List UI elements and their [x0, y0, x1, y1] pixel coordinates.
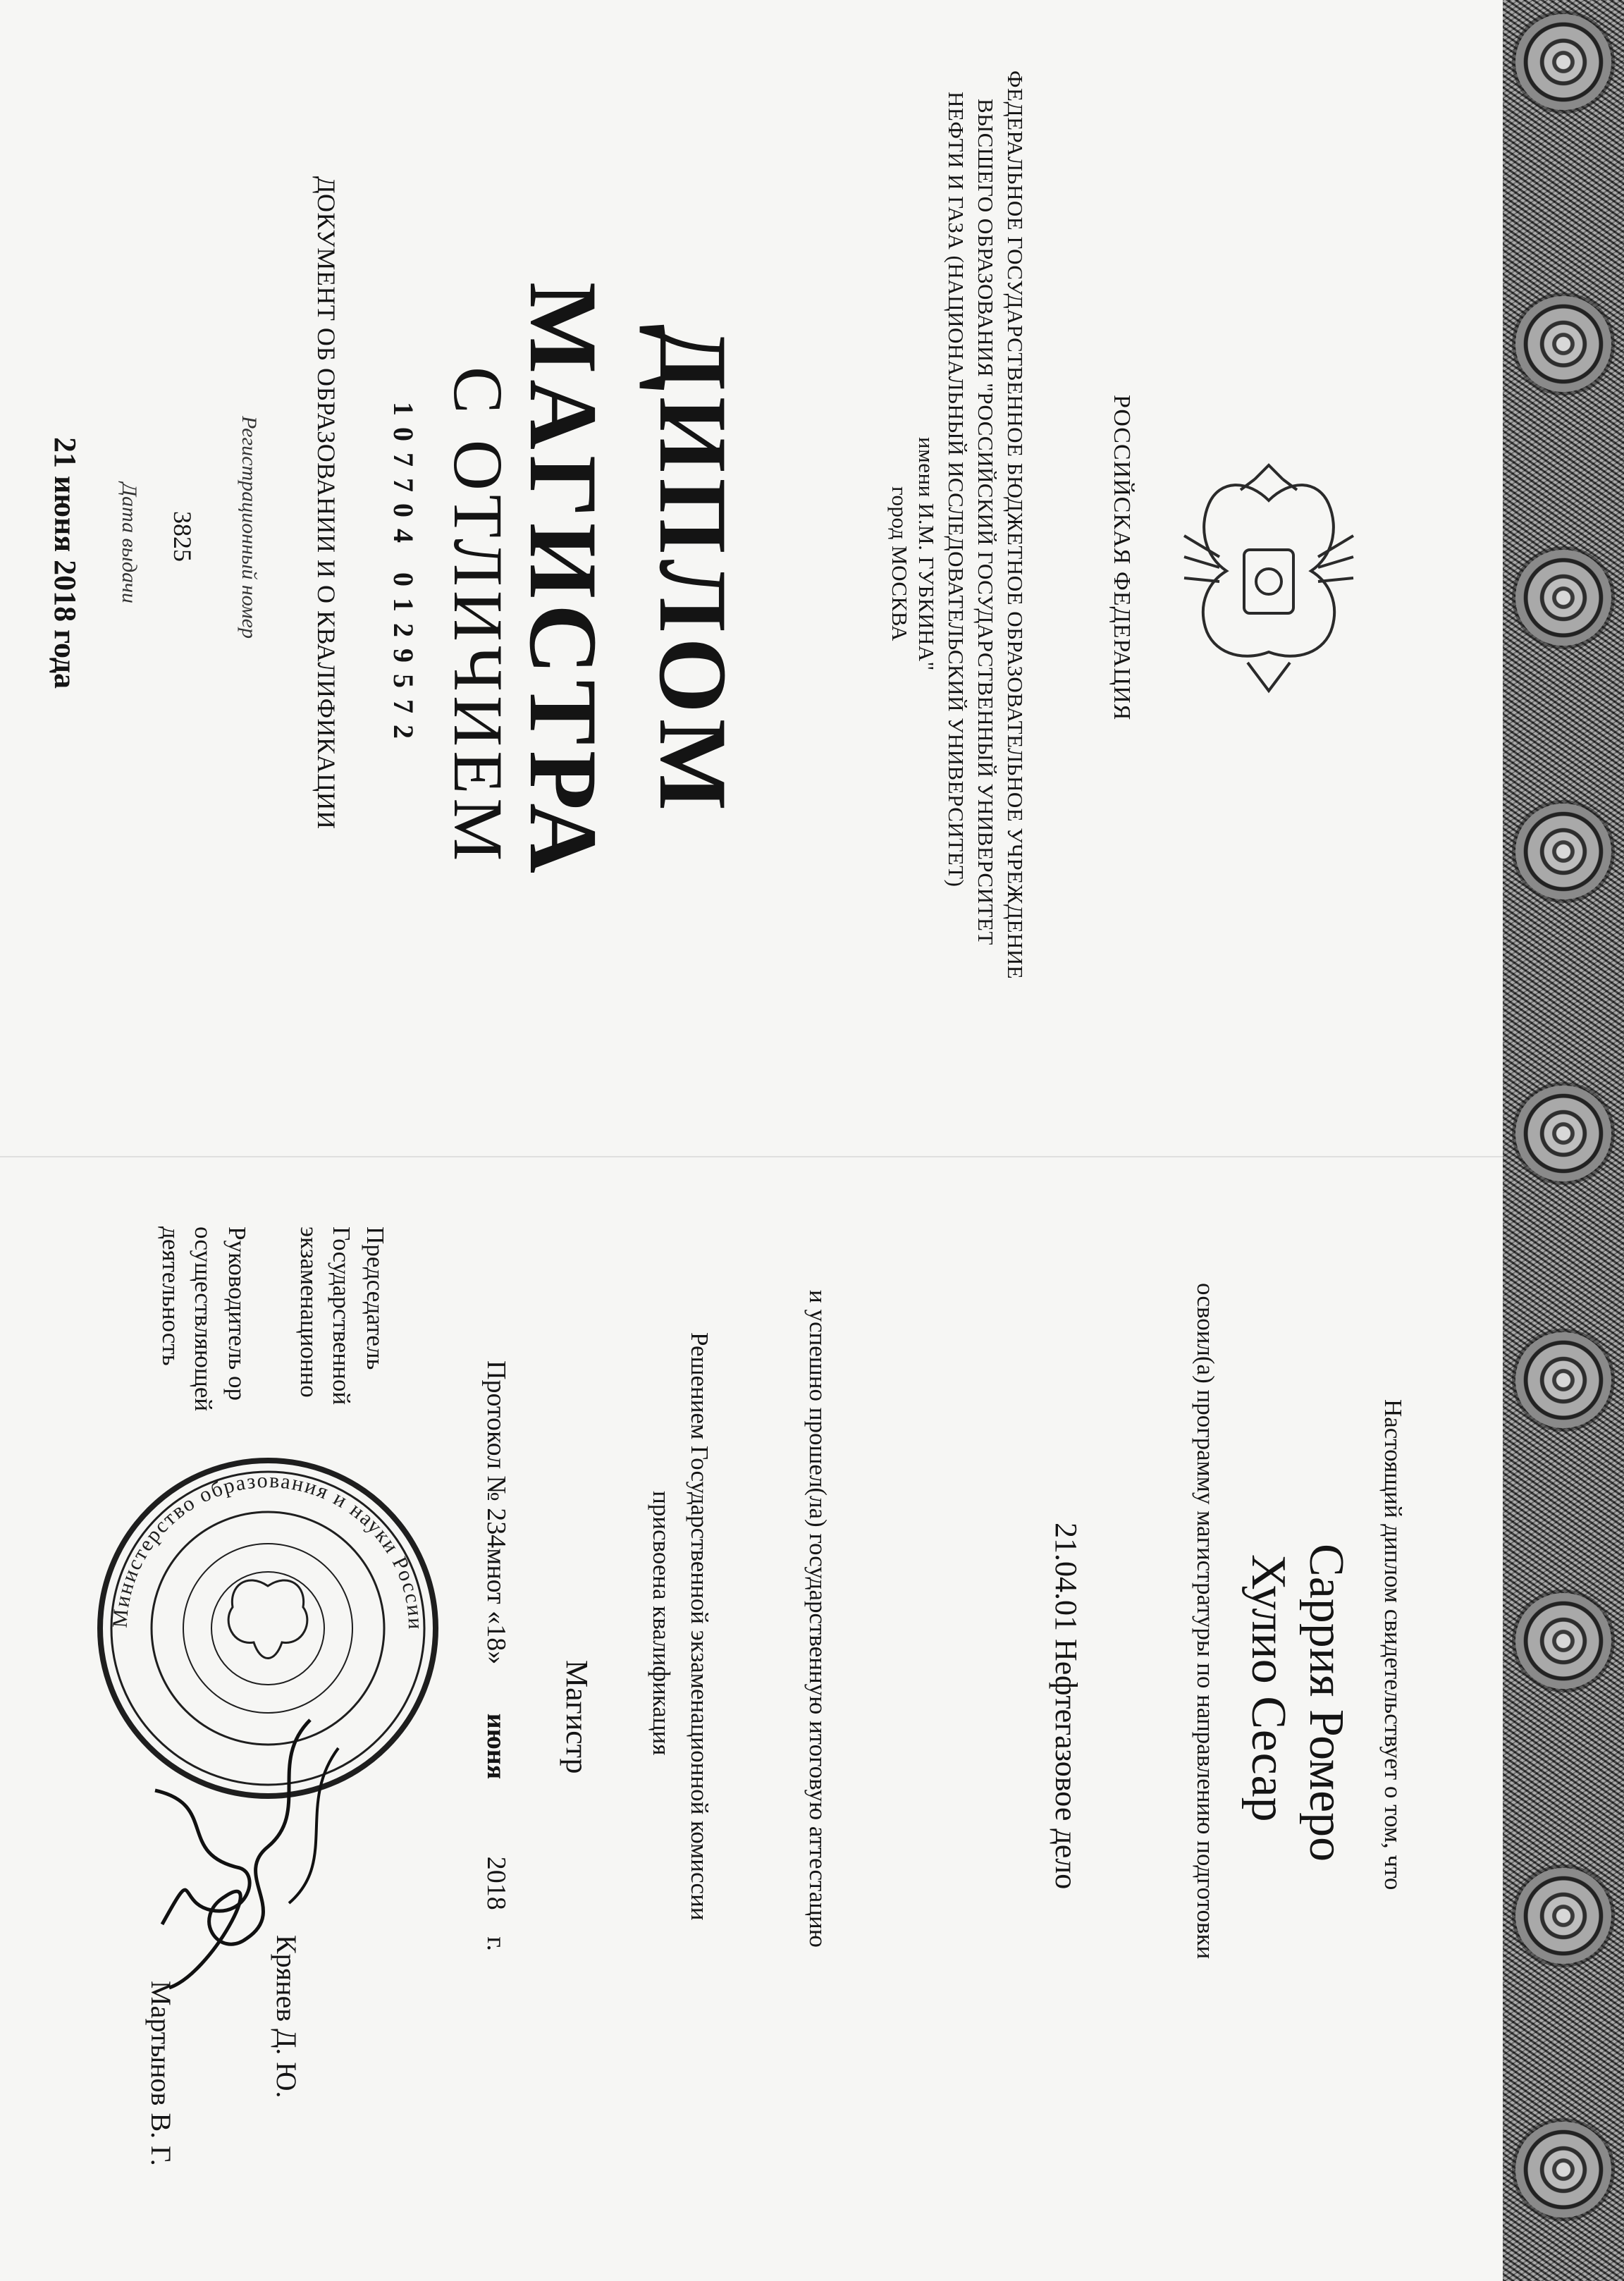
rosette-ornament	[1515, 1086, 1611, 1181]
rosette-ornament	[1515, 14, 1611, 110]
decision-line-2: присвоена квалификация	[648, 1491, 675, 1756]
protocol-day: 18	[481, 1624, 511, 1652]
fold-line	[0, 1156, 1503, 1157]
diploma-title-degree: МАГИСТРА	[510, 282, 617, 880]
rosette-ornament	[1515, 804, 1611, 899]
rosette-ornament	[1515, 296, 1611, 392]
rosette-ornament	[1515, 550, 1611, 646]
rosette-ornament	[1515, 1332, 1611, 1428]
svg-text:Министерство образования и нау	[109, 1469, 428, 1631]
head-signature	[134, 1776, 268, 1938]
rosette-ornament	[1515, 2122, 1611, 2218]
program-line: освоил(а) программу магистратуры по направлению подготовки	[1192, 1283, 1219, 1960]
protocol-year-suffix: г.	[481, 1936, 511, 1951]
graduate-surname: Саррия Ромеро	[1299, 1544, 1353, 1862]
attestation-line: и успешно прошел(ла) государственную итоговую аттестацию	[804, 1290, 832, 1948]
issue-date: 21 июня 2018 года	[48, 437, 82, 689]
rosette-ornament	[1515, 1868, 1611, 1964]
protocol-close: »	[481, 1651, 511, 1665]
qualification: Магистр	[560, 1660, 594, 1774]
specialty: 21.04.01 Нефтегазовое дело	[1049, 1523, 1083, 1890]
institution-line-1: ФЕДЕРАЛЬНОЕ ГОСУДАРСТВЕННОЕ БЮДЖЕТНОЕ ОБРАЗОВАТЕЛЬНОЕ УЧРЕЖДЕНИЕ	[1003, 70, 1028, 980]
protocol-month: июня	[481, 1713, 511, 1780]
registration-number: 3825	[168, 511, 197, 562]
registration-caption: Регистрационный номер	[238, 416, 261, 639]
institution-line-2: ВЫСШЕГО ОБРАЗОВАНИЯ "РОССИЙСКИЙ ГОСУДАРСТВЕННЫЙ УНИВЕРСИТЕТ	[973, 99, 998, 945]
protocol-line	[481, 1360, 512, 1951]
chair-label-2: Государственной	[328, 1226, 355, 1406]
serial-number: 107704 0129572	[388, 402, 419, 750]
protocol-year: 2018	[481, 1856, 511, 1910]
institution-line-4: имени И.М. ГУБКИНА"	[914, 437, 939, 671]
head-label-1: Руководитель ор	[223, 1226, 251, 1401]
diploma-title: ДИПЛОМ	[639, 324, 747, 817]
chair-name: Крянев Д. Ю.	[271, 1935, 302, 2098]
institution-line-5: город МОСКВА	[887, 486, 912, 641]
head-label-3: деятельность	[157, 1226, 185, 1366]
graduate-given-names: Хулио Сесар	[1241, 1554, 1296, 1822]
issue-date-caption: Дата выдачи	[118, 483, 141, 604]
document-type: ДОКУМЕНТ ОБ ОБРАЗОВАНИИ И О КВАЛИФИКАЦИИ	[312, 176, 340, 830]
institution-line-3: НЕФТИ И ГАЗА (НАЦИОНАЛЬНЫЙ ИССЛЕДОВАТЕЛЬСКИЙ УНИВЕРСИТЕТ)	[944, 92, 968, 887]
seal-text: Министерство образования и науки России	[108, 1468, 428, 1631]
intro-text: Настоящий диплом свидетельствует о том, что	[1379, 1399, 1407, 1890]
head-label-2: осуществляющей	[190, 1226, 217, 1412]
country-label: РОССИЙСКАЯ ФЕДЕРАЦИЯ	[1109, 395, 1135, 721]
chair-label-3: экзаменационно	[295, 1226, 323, 1398]
decision-line-1: Решением Государственной экзаменационной комиссии	[686, 1332, 713, 1921]
protocol-prefix: Протокол № 234мнот «	[481, 1360, 511, 1625]
head-name: Мартынов В. Г.	[145, 1981, 177, 2166]
diploma-title-honors: С ОТЛИЧИЕМ	[439, 367, 517, 866]
rosette-ornament	[1515, 1593, 1611, 1689]
chair-label-1: Председатель	[362, 1226, 389, 1370]
coat-of-arms-icon	[1142, 451, 1396, 705]
